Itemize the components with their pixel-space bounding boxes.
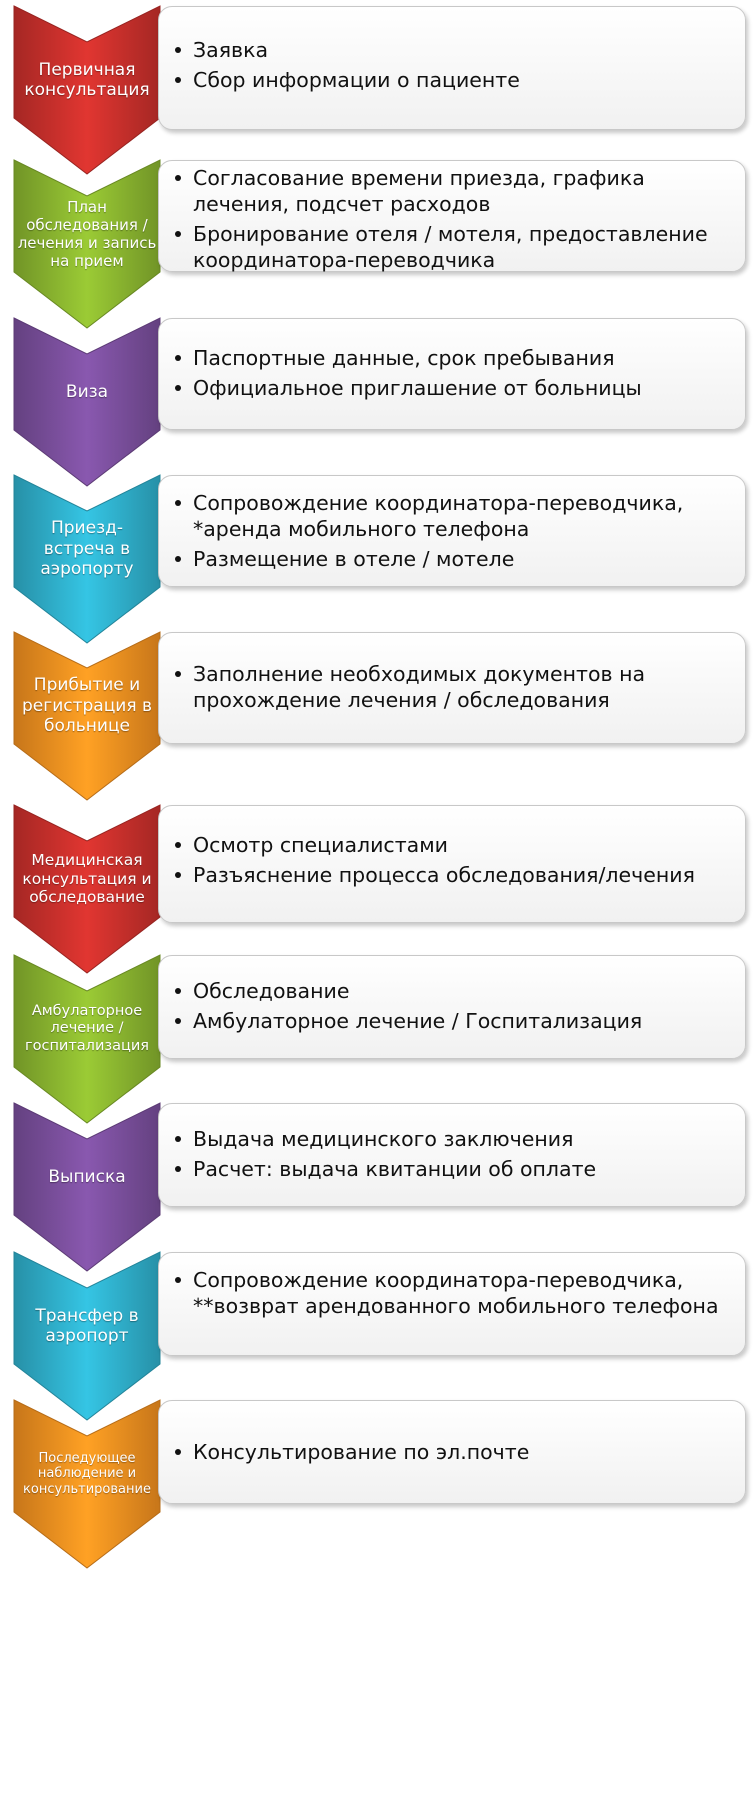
list-item: Амбулаторное лечение / Госпитализация [193, 1008, 735, 1034]
step-title: Первичная консультация [24, 59, 150, 100]
step-chevron [14, 955, 160, 1123]
step-title: Прибытие и регистрация в больнице [22, 675, 152, 737]
step-details-card [158, 160, 746, 272]
step-details-list [159, 633, 745, 713]
step-details-card [158, 955, 746, 1059]
step-chevron [14, 1252, 160, 1420]
list-item: Сопровождение координатора-переводчика, *аренда мобильного телефона [193, 490, 735, 542]
step-details-list [159, 1104, 745, 1182]
step-chevron [14, 318, 160, 486]
step-title: Трансфер в аэропорт [35, 1305, 139, 1346]
process-step [0, 1103, 755, 1271]
step-chevron [14, 1103, 160, 1271]
list-item: Заявка [193, 37, 735, 63]
process-step [0, 632, 755, 800]
step-chevron [14, 805, 160, 973]
list-item: Размещение в отеле / мотеле [193, 546, 735, 572]
list-item: Согласование времени приезда, графика лечения, подсчет расходов [193, 165, 735, 217]
step-details-card [158, 318, 746, 430]
step-title: Виза [65, 381, 109, 402]
step-details-card [158, 6, 746, 130]
list-item: Сбор информации о пациенте [193, 67, 735, 93]
process-step [0, 6, 755, 174]
list-item: Расчет: выдача квитанции об оплате [193, 1156, 735, 1182]
step-title: Последующее наблюдение и консультирование [23, 1450, 151, 1497]
step-chevron [14, 632, 160, 800]
process-step [0, 475, 755, 643]
list-item: Выдача медицинского заключения [193, 1126, 735, 1152]
step-chevron [14, 6, 160, 174]
step-details-card [158, 1400, 746, 1504]
list-item: Консультирование по эл.почте [193, 1439, 735, 1465]
step-chevron [14, 475, 160, 643]
step-title: Выписка [48, 1166, 126, 1187]
step-details-card [158, 805, 746, 923]
list-item: Паспортные данные, срок пребывания [193, 345, 735, 371]
step-details-list [159, 1253, 745, 1319]
step-details-list [159, 956, 745, 1034]
process-step [0, 1252, 755, 1420]
step-title: Приезд-встреча в аэропорту [40, 518, 134, 580]
process-step [0, 160, 755, 328]
list-item: Разъяснение процесса обследования/лечения [193, 862, 735, 888]
step-details-card [158, 1252, 746, 1356]
step-details-card [158, 475, 746, 587]
list-item: Обследование [193, 978, 735, 1004]
list-item: Бронирование отеля / мотеля, предоставление координатора-переводчика [193, 221, 735, 273]
step-details-list [159, 476, 745, 572]
process-step [0, 1400, 755, 1568]
process-step [0, 955, 755, 1123]
step-details-card [158, 1103, 746, 1207]
step-details-list [159, 1401, 745, 1465]
step-title: Амбулаторное лечение / госпитализация [24, 1002, 149, 1054]
step-details-list [159, 7, 745, 93]
list-item: Осмотр специалистами [193, 832, 735, 858]
step-details-list [159, 161, 745, 273]
step-title: Медицинская консультация и обследование [22, 851, 152, 907]
step-details-card [158, 632, 746, 744]
step-details-list [159, 319, 745, 401]
process-step [0, 805, 755, 973]
process-step [0, 318, 755, 486]
step-details-list [159, 806, 745, 888]
list-item: Заполнение необходимых документов на прохождение лечения / обследования [193, 661, 735, 713]
step-chevron [14, 160, 160, 328]
step-title: План обследования / лечения и запись на прием [17, 198, 157, 270]
list-item: Официальное приглашение от больницы [193, 375, 735, 401]
list-item: Сопровождение координатора-переводчика, **возврат арендованного мобильного телефона [193, 1267, 735, 1319]
step-chevron [14, 1400, 160, 1568]
